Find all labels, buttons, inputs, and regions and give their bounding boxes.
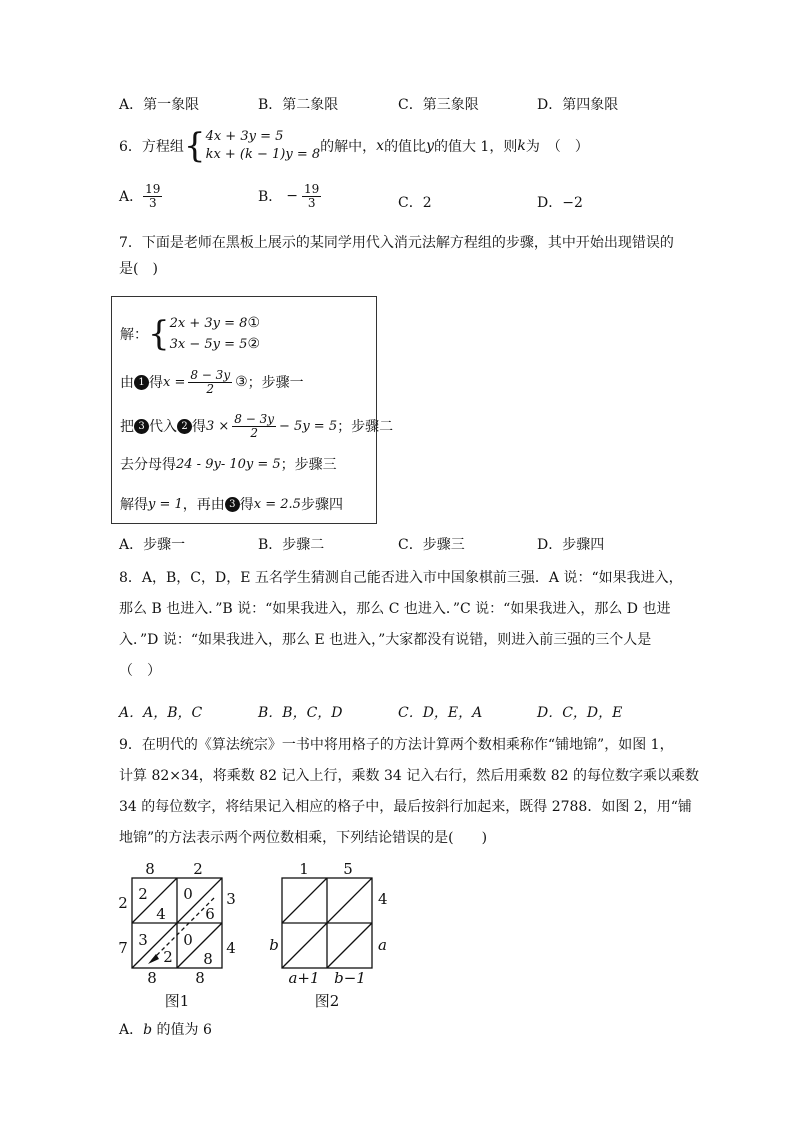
q7-step4-mid: ，再由 (182, 497, 225, 513)
q8-line-1: 8．A，B，C，D，E 五名学生猜测自己能否进入市中国象棋前三强．A 说：“如果我进入， (119, 570, 683, 586)
q7-line-2: 是( ) (119, 261, 158, 277)
q6-option-b (258, 183, 321, 209)
q8-option-d: D．C，D，E (537, 705, 623, 721)
q9-option-a-text: 的值为 6 (152, 1022, 212, 1038)
fig1-cell-3-tens: 3 (138, 931, 148, 949)
q7-eq1-mark: ① (247, 315, 261, 331)
fig1-cell-1-ones: 4 (156, 905, 166, 923)
q6-option-a-label: A． (119, 189, 144, 206)
q7-step4-x: x = 2.5 (253, 496, 301, 512)
fig1-right-1: 3 (226, 890, 236, 908)
q7-step3-post: ；步骤三 (280, 457, 337, 473)
fig1-caption: 图1 (164, 992, 190, 1010)
q7-step1-pre: 由 (120, 375, 134, 392)
q6-var-x: x (376, 137, 385, 154)
q7-step1-num: 8 − 3y (190, 368, 231, 382)
q9-option-a-var: b (143, 1022, 153, 1038)
q6-eq1: 4x + 3y = 5 (205, 129, 284, 144)
q7-step1-post: ；步骤一 (247, 375, 304, 392)
q6-option-b-den: 3 (307, 195, 316, 210)
q9-line-1: 9．在明代的《算法统宗》一书中将用格子的方法计算两个数相乘称作“铺地锦”，如图 1， (119, 737, 674, 753)
q8-line-4: （ ） (119, 663, 161, 679)
figure-2-lattice (264, 858, 394, 1018)
q7-step1-mid: 得 (149, 375, 163, 392)
fig1-left-2: 7 (118, 939, 128, 957)
q6-text-2: 的值比 (384, 138, 427, 155)
q7-step4-circled-3: 3 (225, 497, 240, 512)
q7-step2-pre: 把 (120, 419, 134, 436)
q7-step1-x: x = (163, 374, 186, 390)
q7-step2-expr-a: 3 × (206, 418, 230, 434)
q6-option-a-den: 3 (148, 195, 157, 210)
q7-step2-den: 2 (250, 425, 258, 440)
q7-step1-mark: ③ (235, 374, 248, 391)
q6-var-y: y (426, 137, 434, 154)
q7-system (120, 313, 260, 355)
fig1-top-1: 8 (145, 860, 155, 878)
q7-solve-label: 解： (120, 326, 148, 343)
q6-option-b-num: 19 (304, 182, 320, 196)
q7-step-4 (120, 494, 343, 514)
q6-prefix: 6．方程组 (119, 138, 184, 155)
figure-1-lattice (112, 858, 242, 1018)
q7-step-2 (120, 413, 393, 439)
fig1-cell-4-tens: 0 (183, 931, 193, 949)
q6-text-1: 的解中， (320, 138, 377, 155)
fig1-cell-1-tens: 2 (138, 885, 148, 903)
q7-option-a: A．步骤一 (119, 537, 186, 553)
fig1-bottom-2: 8 (195, 969, 205, 987)
fig1-left-1: 2 (118, 894, 128, 912)
fig2-diag-1 (282, 878, 327, 923)
q7-step2-circled-2: 2 (177, 419, 192, 434)
q6-question (119, 125, 589, 166)
q7-option-c: C．步骤三 (398, 537, 465, 553)
q7-eq2-mark: ② (247, 335, 261, 352)
q7-step1-circled-1: 1 (134, 375, 149, 390)
q7-blackboard-box (111, 296, 394, 524)
fig1-cell-2-tens: 0 (183, 885, 193, 903)
q7-step3-expr: 24 - 9y- 10y = 5 (176, 456, 281, 472)
q6-option-d: D．−2 (537, 195, 583, 211)
fig2-diag-3 (327, 923, 372, 968)
q7-eq2: 3x − 5y = 5 (169, 336, 248, 352)
q6-text-4: 为 （ ） (525, 138, 589, 155)
q7-step2-expr-b: − 5y = 5 (279, 418, 338, 434)
q7-brace: { (148, 313, 170, 354)
q7-eq1: 2x + 3y = 8 (169, 316, 248, 331)
q9-line-4: 地锦”的方法表示两个两位数相乘，下列结论错误的是( ) (119, 830, 488, 846)
q6-option-b-fraction (302, 183, 321, 209)
q7-step2-mid1: 代入 (149, 419, 177, 436)
q9-line-2: 计算 82×34，将乘数 82 记入上行，乘数 34 记入右行，然后用乘数 82 的每位数字乘以乘数 (119, 768, 699, 784)
q7-step4-y: y = 1 (148, 496, 183, 512)
q7-option-b: B．步骤二 (258, 537, 325, 553)
fig2-caption: 图2 (314, 992, 340, 1010)
q7-step1-fraction (188, 369, 232, 395)
q7-step2-num: 8 − 3y (234, 412, 275, 426)
fig1-cell-2-ones: 6 (205, 905, 215, 923)
q7-step4-pre: 解得 (120, 497, 148, 513)
q6-option-b-sign: − (286, 188, 299, 205)
fig2-bottom-2: b−1 (334, 969, 366, 987)
fig2-bottom-1: a+1 (288, 969, 320, 987)
fig1-right-2: 4 (226, 939, 236, 957)
q6-text-3: 的值大 1，则 (433, 138, 518, 155)
q6-option-c: C．2 (398, 195, 432, 211)
fig1-top-2: 2 (193, 860, 203, 878)
q5-option-d: D．第四象限 (537, 97, 619, 113)
q7-step-3 (120, 454, 337, 474)
q7-step2-post: ；步骤二 (337, 419, 394, 436)
q7-step4-post: 步骤四 (300, 497, 343, 513)
q5-option-c: C．第三象限 (398, 97, 479, 113)
fig2-right-2: a (378, 936, 387, 954)
fig1-cell-4-ones: 8 (203, 950, 213, 968)
q6-var-k: k (517, 137, 526, 154)
q8-option-b: B．B，C，D (258, 705, 343, 721)
q9-option-a (119, 1019, 212, 1039)
q6-option-b-label: B． (258, 189, 283, 206)
q6-option-a (119, 183, 162, 209)
q6-option-a-num: 19 (145, 182, 161, 196)
q7-step3-pre: 去分母得 (120, 457, 176, 473)
q7-step1-den: 2 (206, 381, 215, 396)
fig2-left-b: b (269, 936, 279, 954)
q9-line-3: 34 的每位数字，将结果记入相应的格子中，最后按斜行加起来，既得 2788．如图 2，用“铺 (119, 799, 692, 815)
q7-step2-mid2: 得 (192, 419, 206, 436)
q5-option-a: A．第一象限 (119, 97, 200, 113)
fig2-right-1: 4 (378, 890, 388, 908)
q5-option-b: B．第二象限 (258, 97, 339, 113)
q7-step4-mid2: 得 (239, 497, 254, 513)
q8-line-2: 那么 B 也进入．”B 说：“如果我进入，那么 C 也进入．”C 说：“如果我进入，那么 D 也进 (119, 601, 671, 617)
q7-line-1: 7．下面是老师在黑板上展示的某同学用代入消元法解方程组的步骤，其中开始出现错误的 (119, 235, 674, 251)
q6-eq2: kx + (k − 1)y = 8 (205, 146, 321, 162)
fig1-bottom-1: 8 (147, 969, 157, 987)
q7-step2-circled-3: 3 (134, 419, 149, 434)
fig2-top-1: 1 (299, 860, 309, 878)
q8-option-a: A．A，B，C (119, 705, 203, 721)
fig1-cell-3-ones: 2 (163, 948, 173, 966)
q8-option-c: C．D，E，A (398, 705, 483, 721)
q6-equation-system (183, 125, 321, 166)
q7-step2-fraction (232, 413, 276, 439)
q6-brace: { (183, 125, 206, 166)
q6-option-a-fraction (143, 183, 162, 209)
q8-line-3: 入．”D 说：“如果我进入，那么 E 也进入，”大家都没有说错，则进入前三强的三个人是 (119, 632, 652, 648)
q9-option-a-label: A． (119, 1022, 144, 1038)
q7-step-1 (120, 369, 304, 395)
fig2-top-2: 5 (343, 860, 353, 878)
q7-option-d: D．步骤四 (537, 537, 605, 553)
